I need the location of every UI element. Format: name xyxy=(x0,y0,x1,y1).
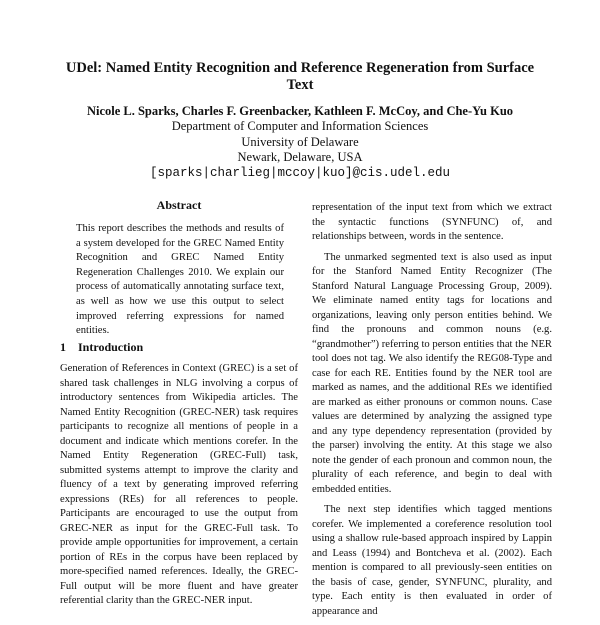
affiliation-block xyxy=(60,119,540,181)
affiliation-university: University of Delaware xyxy=(241,134,359,149)
right-paragraph-1: representation of the input text from which we extract the syntactic functions (SYNFUNC) of, and relationships between, words in the sentence. xyxy=(312,202,552,242)
affiliation-department: Department of Computer and Information Sciences xyxy=(171,119,429,133)
section-number: 1 xyxy=(60,340,66,354)
introduction-body xyxy=(60,362,298,609)
section-title: Introduction xyxy=(78,340,144,354)
introduction-paragraph: Generation of References in Context (GREC) is a set of shared task challenges in NLG involving a corpus of introductory sentences from Wikipedia articles. The Named Entity Recognition (GREC-NER) task requires participants to recognize all mentions of people in a document and indicate which mentions corefer. In the Named Entity Regeneration (GREC-Full) task, submitted systems attempt to improve the clarity and fluency of a text by generating improved referring expressions (REs) for all references to people. Participants are encouraged to use the output from GREC-NER as input for the GREC-Full task. To provide ample opportunities for improvement, a certain portion of REs in the corpus have been replaced by more-specified named references. Ideally, the GREC-Full output will be more fluent and have greater referential clarity than the GREC-NER input. xyxy=(60,363,298,606)
author-list: Nicole L. Sparks, Charles F. Greenbacker, Kathleen F. McCoy, and Che-Yu Kuo xyxy=(86,104,514,118)
author-emails: [sparks|charlieg|mccoy|kuo]@cis.udel.edu xyxy=(149,165,451,180)
section-heading-introduction xyxy=(60,340,298,355)
affiliation-location: Newark, Delaware, USA xyxy=(237,150,363,164)
right-paragraph-2: The unmarked segmented text is also used as input for the Stanford Named Entity Recognizer (The Stanford Natural Language Processing Group, 2009). We eliminate named entity tags for locations and organizations, leaving only person entities behind. We find the pronouns and common nouns (e.g. “grandmother”) referring to person entities that the NER tool does not tag. We also identify the REG08-Type and case for each RE. Entities found by the NER tool are marked as names, and the additional REs we identified are marked as either pronouns or common nouns. Case values are determined by analyzing the assigned type and any type dependency representation (provided by the parser) involving the entity. At this stage we also note the gender of each pronoun and common noun, the plurality of each reference, and begin to deal with embedded entities. xyxy=(312,251,552,495)
paper-title: UDel: Named Entity Recognition and Reference Regeneration from Surface Text xyxy=(65,60,535,93)
right-paragraph-3: The next step identifies which tagged mentions corefer. We implemented a coreference resolution tool using a shallow rule-based approach inspired by Lappin and Leass (1994) and Bontcheva et al. (2002). Each mention is compared to all previously-seen entities on the basis of case, gender, SYNFUNC, plurality, and type. Each entity is then evaluated in order of appearance and xyxy=(312,504,552,617)
abstract-heading: Abstract xyxy=(156,198,202,212)
abstract-text: This report describes the methods and results of a system developed for the GREC Named Entity Recognition and GREC Named Entity Regeneration Challenges 2010. We explain our process of automatically annotating surface text, as well as how we use this output to select improved referring expressions for named entities. xyxy=(76,223,284,337)
right-column xyxy=(312,201,552,625)
